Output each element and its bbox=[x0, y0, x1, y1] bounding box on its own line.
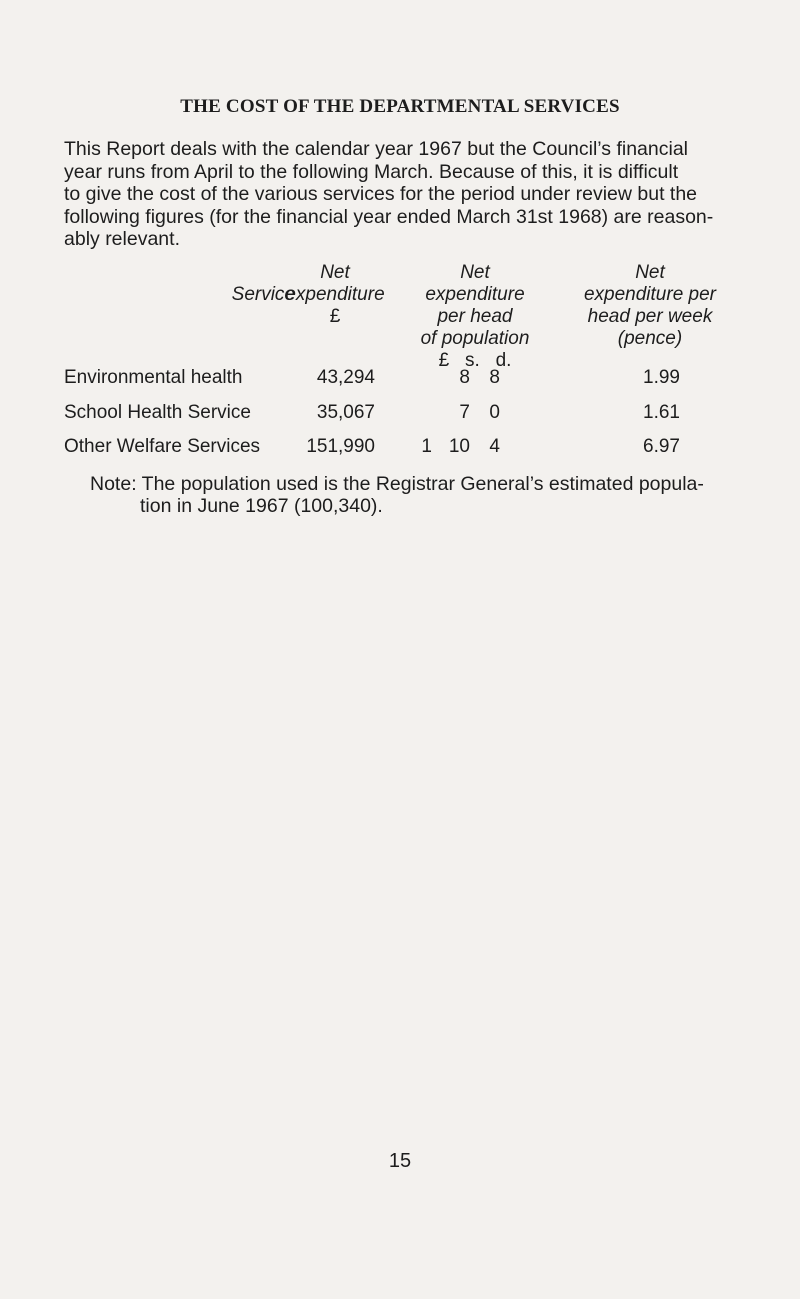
header-currency: £ bbox=[329, 306, 341, 327]
intro-line: year runs from April to the following March. Because of this, it is difficult bbox=[64, 160, 679, 183]
header-per-head bbox=[395, 262, 555, 372]
row-shillings: 8 bbox=[459, 367, 470, 388]
row-expenditure: 35,067 bbox=[316, 402, 375, 423]
intro-line: following figures (for the financial year ended March 31st 1968) are reason- bbox=[64, 205, 714, 228]
row-service: Other Welfare Services bbox=[64, 436, 261, 457]
header-currency: £ s. d. bbox=[438, 350, 512, 371]
header-text: head per week bbox=[587, 306, 713, 327]
intro-line: to give the cost of the various services for the period under review but the bbox=[64, 183, 698, 205]
header-text: (pence) bbox=[617, 328, 683, 349]
row-pence: 0 bbox=[489, 402, 500, 423]
page-number: 15 bbox=[388, 1150, 412, 1172]
header-text: expenditure bbox=[425, 284, 525, 305]
header-service-text: Service bbox=[231, 284, 295, 305]
header-per-week bbox=[565, 262, 735, 350]
header-text: expenditure bbox=[285, 284, 385, 305]
row-per-week: 1.61 bbox=[643, 402, 680, 423]
row-service: Environmental health bbox=[64, 367, 243, 388]
header-text: Net bbox=[635, 262, 665, 283]
row-shillings: 10 bbox=[448, 436, 470, 457]
header-text: expenditure per bbox=[583, 284, 717, 305]
intro-line: ably relevant. bbox=[64, 228, 180, 250]
row-service: School Health Service bbox=[64, 402, 251, 423]
row-per-week: 1.99 bbox=[643, 367, 680, 388]
footnote-line: Note: The population used is the Registrar General’s estimated popula- bbox=[90, 473, 704, 495]
row-pence: 8 bbox=[489, 367, 500, 388]
row-expenditure: 151,990 bbox=[306, 436, 375, 457]
intro-line: This Report deals with the calendar year 1967 but the Council’s financial bbox=[64, 138, 688, 160]
header-text: Net bbox=[460, 262, 490, 283]
header-text: per head bbox=[437, 306, 513, 327]
footnote-line: tion in June 1967 (100,340). bbox=[140, 495, 383, 517]
header-net-expenditure bbox=[270, 262, 400, 328]
header-text: of population bbox=[420, 328, 530, 349]
header-text: Net bbox=[320, 262, 350, 283]
row-per-week: 6.97 bbox=[643, 436, 680, 457]
row-pence: 4 bbox=[489, 436, 500, 457]
footnote bbox=[90, 473, 710, 517]
row-expenditure: 43,294 bbox=[316, 367, 375, 388]
intro-paragraph bbox=[64, 138, 738, 251]
row-shillings: 7 bbox=[459, 402, 470, 423]
page-title: THE COST OF THE DEPARTMENTAL SERVICES bbox=[180, 96, 620, 117]
row-pounds: 1 bbox=[421, 436, 432, 457]
